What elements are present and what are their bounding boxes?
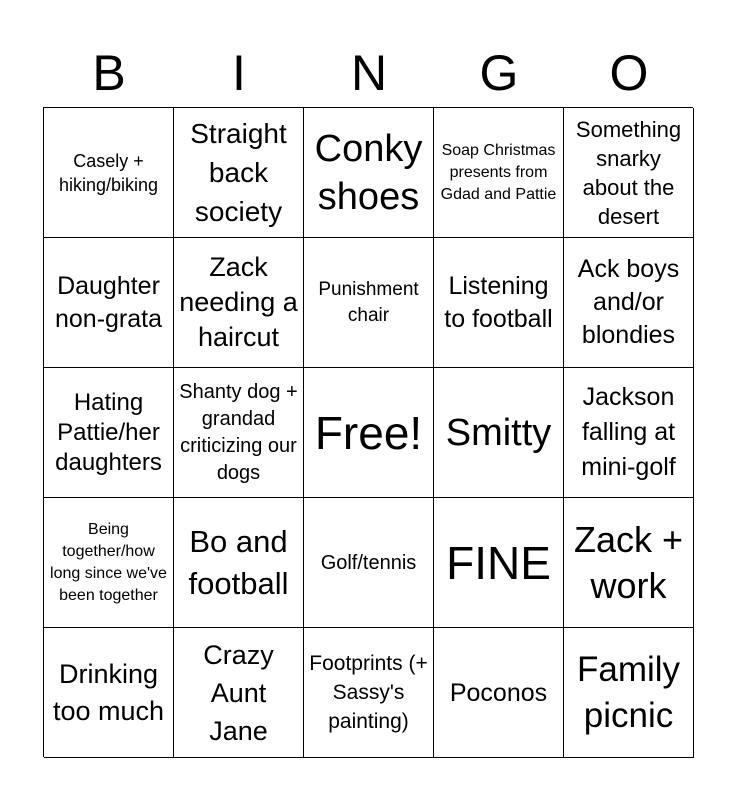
bingo-cell[interactable] — [304, 498, 434, 628]
bingo-cell[interactable] — [304, 238, 434, 368]
bingo-cell[interactable] — [304, 628, 434, 758]
bingo-cell[interactable] — [44, 368, 174, 498]
header-letter-g: G — [479, 45, 519, 101]
cell-text: Poconos — [449, 678, 548, 707]
bingo-cell[interactable] — [174, 628, 304, 758]
bingo-cell[interactable] — [564, 498, 694, 628]
cell-text: Smitty — [445, 411, 552, 454]
bingo-cell[interactable] — [44, 108, 174, 238]
bingo-cell[interactable] — [44, 238, 174, 368]
cell-text: Something snarky about the desert — [575, 116, 682, 229]
bingo-cell[interactable] — [44, 498, 174, 628]
cell-text: Conky shoes — [314, 127, 423, 218]
header-letter-n: N — [350, 45, 388, 101]
cell-text: Punishment chair — [318, 278, 419, 326]
cell-text: Zack needing a haircut — [179, 252, 298, 352]
bingo-cell[interactable] — [174, 238, 304, 368]
cell-text: Golf/tennis — [320, 551, 417, 574]
cell-text: Daughter non-grata — [54, 271, 163, 333]
bingo-cell[interactable] — [434, 628, 564, 758]
cell-text: Being together/how long since we've been together — [50, 520, 167, 604]
bingo-cell[interactable] — [434, 498, 564, 628]
header-letter-i: I — [232, 45, 246, 101]
bingo-cell[interactable] — [304, 108, 434, 238]
cell-text: Hating Pattie/her daughters — [55, 388, 162, 476]
cell-text: Casely + hiking/biking — [58, 150, 159, 195]
bingo-cell[interactable] — [44, 628, 174, 758]
cell-text: Listening to football — [444, 271, 553, 333]
bingo-cell[interactable] — [564, 368, 694, 498]
cell-text: Ack boys and/or blondies — [577, 255, 680, 349]
cell-text: Soap Christmas presents from Gdad and Pattie — [440, 141, 557, 203]
bingo-cell[interactable] — [434, 368, 564, 498]
header-letter-b: B — [92, 45, 126, 101]
cell-text: Straight back society — [190, 118, 287, 227]
cell-text: Jackson falling at mini-golf — [581, 383, 676, 481]
cell-text: Family picnic — [576, 649, 681, 735]
bingo-cell[interactable] — [564, 628, 694, 758]
cell-text: Footprints (+ Sassy's painting) — [309, 652, 428, 733]
bingo-cell[interactable] — [564, 108, 694, 238]
cell-text: Shanty dog + grandad criticizing our dogs — [179, 380, 298, 484]
bingo-board — [43, 107, 693, 757]
cell-text: Zack + work — [573, 518, 684, 606]
header-letter-o: O — [609, 45, 649, 101]
bingo-cell[interactable] — [174, 108, 304, 238]
bingo-cell[interactable] — [304, 368, 434, 498]
bingo-cell[interactable] — [174, 368, 304, 498]
cell-text: Bo and football — [188, 523, 289, 601]
cell-text: FINE — [446, 536, 551, 589]
free-space: Free! — [314, 406, 423, 459]
cell-text: Crazy Aunt Jane — [203, 639, 274, 746]
bingo-cell[interactable] — [434, 108, 564, 238]
bingo-cell[interactable] — [564, 238, 694, 368]
bingo-header — [44, 38, 694, 108]
cell-text: Drinking too much — [52, 658, 165, 726]
bingo-cell[interactable] — [434, 238, 564, 368]
bingo-cell[interactable] — [174, 498, 304, 628]
